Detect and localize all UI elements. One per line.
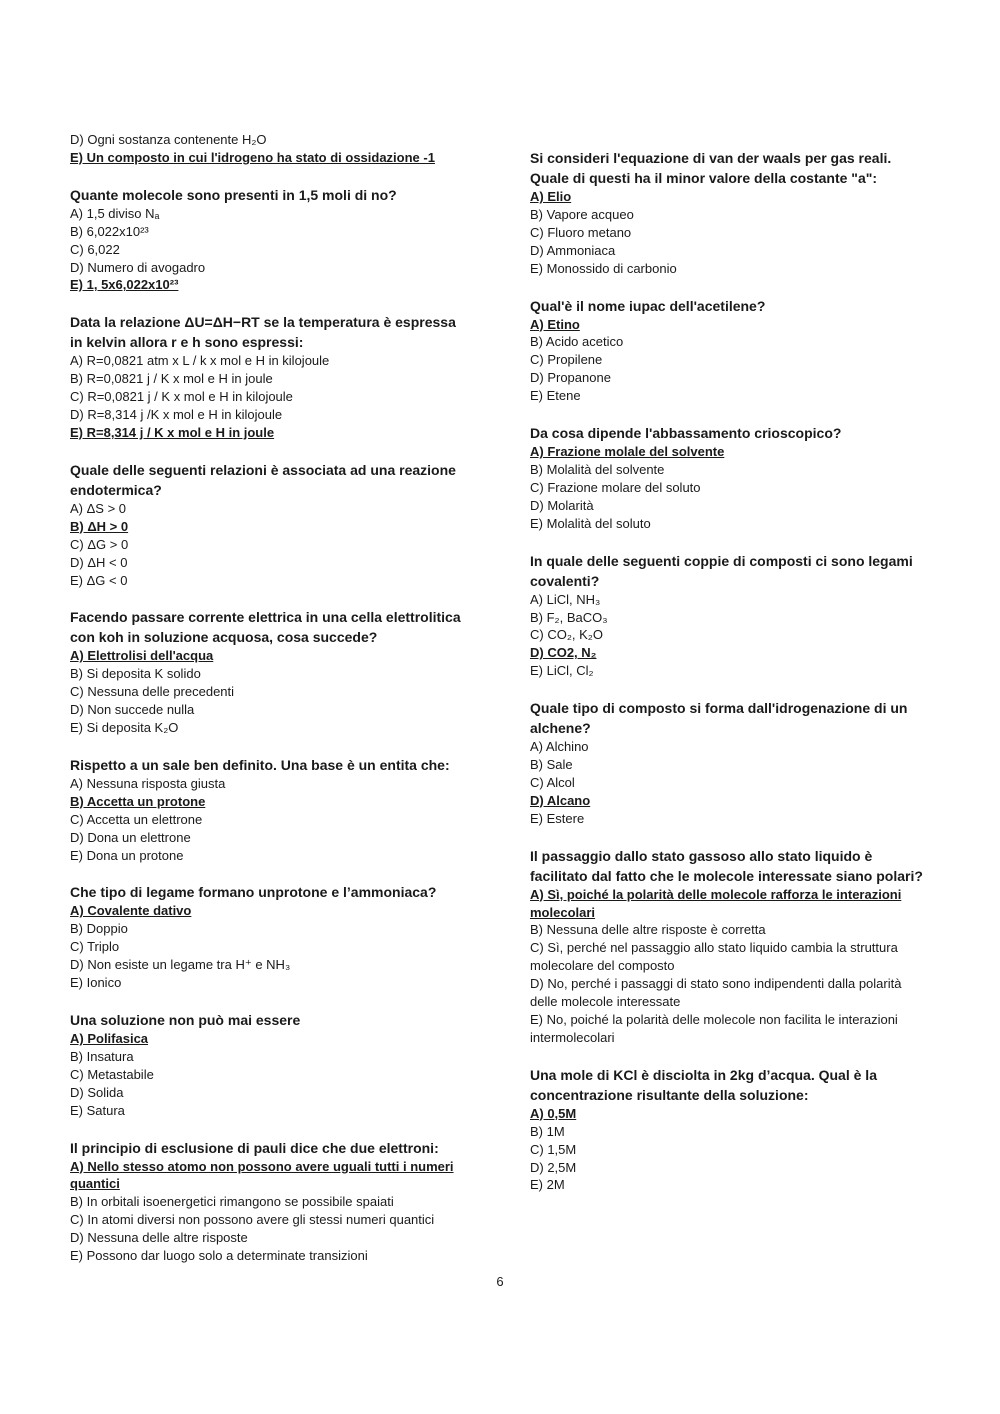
answer-option: B) Doppio (70, 921, 128, 937)
correct-answer-option: E) R=8,314 j / K x mol e H in joule (70, 424, 275, 440)
answer-option: B) In orbitali isoenergetici rimangono se possibile spaiati (70, 1194, 394, 1210)
answer-option: D) Ogni sostanza contenente H₂O (70, 132, 267, 147)
question-block (530, 698, 930, 828)
answer-option: B) Acido acetico (530, 334, 624, 350)
answer-option: E) LiCl, Cl₂ (530, 663, 594, 679)
question-text: Facendo passare corrente elettrica in una cella elettrolitica con koh in soluzione acquosa, cosa succede? (70, 609, 461, 646)
answer-option: A) R=0,0821 atm x L / k x mol e H in kilojoule (70, 353, 330, 369)
correct-answer-option: E) Un composto in cui l'idrogeno ha stato di ossidazione -1 (70, 149, 435, 165)
answer-option: D) Solida (70, 1084, 124, 1100)
correct-answer-option: A) Elettrolisi dell'acqua (70, 648, 214, 664)
answer-option: E) Dona un protone (70, 847, 184, 863)
question-block (70, 1010, 470, 1120)
answer-option: A) LiCl, NH₃ (530, 591, 601, 607)
answer-option: B) R=0,0821 j / K x mol e H in joule (70, 371, 273, 387)
answer-option: B) Sale (530, 757, 573, 773)
answer-option: C) In atomi diversi non possono avere gli stessi numeri quantici (70, 1212, 435, 1228)
correct-answer-option: A) Nello stesso atomo non possono avere uguali tutti i numeri quantici (70, 1158, 454, 1192)
page-number: 6 (496, 1274, 504, 1289)
answer-option: D) Non succede nulla (70, 702, 195, 718)
answer-option: C) Nessuna delle precedenti (70, 684, 235, 700)
correct-answer-option: A) Etino (530, 316, 580, 332)
question-text: In quale delle seguenti coppie di composti ci sono legami covalenti? (530, 552, 913, 589)
answer-option: D) 2,5M (530, 1159, 577, 1175)
question-text: Che tipo di legame formano unprotone e l’ammoniaca? (70, 884, 437, 901)
answer-option: C) Alcol (530, 774, 575, 790)
answer-option: B) 6,022x10²³ (70, 223, 149, 239)
answer-option: E) Molalità del soluto (530, 515, 651, 531)
question-block (70, 607, 470, 737)
correct-answer-option: A) 0,5M (530, 1105, 577, 1121)
answer-option: C) CO₂, K₂O (530, 627, 603, 643)
answer-option: C) Metastabile (70, 1066, 154, 1082)
question-text: Data la relazione ΔU=ΔH−RT se la temperatura è espressa in kelvin allora r e h sono espressi: (70, 314, 456, 351)
question-text: Una soluzione non può mai essere (70, 1012, 301, 1028)
correct-answer-option: A) Sì, poiché la polarità delle molecole rafforza le interazioni molecolari (530, 886, 902, 920)
answer-option: E) Estere (530, 810, 585, 826)
answer-option: B) Nessuna delle altre risposte è corretta (530, 922, 766, 938)
question-text: Si consideri l'equazione di van der waals per gas reali. Quale di questi ha il minor valore della costante "a": (530, 150, 892, 186)
question-block (530, 551, 930, 681)
question-text: Quale delle seguenti relazioni è associata ad una reazione endotermica? (70, 461, 456, 498)
answer-option: E) No, poiché la polarità delle molecole non facilita le interazioni intermolecolari (530, 1012, 898, 1045)
answer-option: B) 1M (530, 1123, 565, 1139)
correct-answer-option: A) Elio (530, 189, 572, 204)
answer-option: D) No, perché i passaggi di stato sono indipendenti dalla polarità delle molecole interessate (530, 976, 902, 1010)
answer-option: C) Triplo (70, 939, 120, 955)
question-block (70, 1138, 470, 1265)
answer-option: C) Sì, perché nel passaggio allo stato liquido cambia la struttura molecolare del composto (530, 940, 898, 974)
answer-option: D) R=8,314 j /K x mol e H in kilojoule (70, 407, 283, 423)
answer-option: A) 1,5 diviso Nₐ (70, 205, 160, 221)
answer-option: C) Frazione molare del soluto (530, 479, 701, 495)
answer-option: B) Si deposita K solido (70, 666, 201, 682)
continued-question-options (70, 131, 470, 167)
question-text: Rispetto a un sale ben definito. Una base è un entita che: (70, 756, 450, 773)
question-block (530, 423, 930, 533)
answer-option: C) ΔG > 0 (70, 536, 129, 552)
question-block (70, 755, 470, 865)
answer-option: D) ΔH < 0 (70, 554, 128, 570)
answer-option: C) Accetta un elettrone (70, 811, 203, 827)
question-block (530, 148, 930, 278)
answer-option: E) Satura (70, 1102, 125, 1118)
answer-option: E) ΔG < 0 (70, 572, 128, 588)
correct-answer-option: A) Frazione molale del solvente (530, 444, 725, 460)
answer-option: C) Fluoro metano (530, 224, 632, 240)
answer-option: E) Monossido di carbonio (530, 260, 677, 276)
question-text: Il passaggio dallo stato gassoso allo stato liquido è facilitato dal fatto che le molecole interessate siano polari? (530, 847, 923, 884)
question-block (70, 185, 470, 295)
correct-answer-option: A) Covalente dativo (70, 903, 192, 919)
answer-option: B) Vapore acqueo (530, 206, 634, 222)
right-column (530, 148, 930, 1212)
answer-option: C) 1,5M (530, 1141, 577, 1157)
answer-option: C) 6,022 (70, 241, 120, 257)
answer-option: D) Non esiste un legame tra H⁺ e NH₃ (70, 957, 291, 973)
answer-option: E) Si deposita K₂O (70, 720, 179, 736)
question-text: Il principio di esclusione di pauli dice che due elettroni: (70, 1139, 439, 1156)
answer-option: B) F₂, BaCO₃ (530, 609, 608, 625)
question-text: Quale tipo di composto si forma dall'idrogenazione di un alchene? (530, 700, 908, 737)
answer-option: D) Dona un elettrone (70, 829, 191, 845)
correct-answer-option: B) Accetta un protone (70, 793, 206, 809)
answer-option: D) Numero di avogadro (70, 259, 206, 275)
answer-option: B) Insatura (70, 1048, 134, 1064)
answer-option: A) Alchino (530, 739, 589, 755)
correct-answer-option: B) ΔH > 0 (70, 518, 129, 534)
question-block (530, 846, 930, 1047)
question-text: Da cosa dipende l'abbassamento crioscopico? (530, 425, 842, 442)
answer-option: E) 2M (530, 1177, 565, 1193)
question-text: Una mole di KCl è disciolta in 2kg d’acqua. Qual è la concentrazione risultante della soluzione: (530, 1066, 877, 1103)
answer-option: C) Propilene (530, 352, 603, 368)
correct-answer-option: D) CO2, N₂ (530, 645, 597, 661)
correct-answer-option: D) Alcano (530, 792, 591, 808)
answer-option: A) Nessuna risposta giusta (70, 775, 226, 791)
answer-option: D) Molarità (530, 497, 594, 513)
correct-answer-option: A) Polifasica (70, 1031, 149, 1046)
answer-option: D) Nessuna delle altre risposte (70, 1230, 248, 1246)
question-block (530, 1065, 930, 1195)
answer-option: E) Possono dar luogo solo a determinate transizioni (70, 1248, 368, 1264)
answer-option: C) R=0,0821 j / K x mol e H in kilojoule (70, 389, 293, 405)
answer-option: E) Etene (530, 388, 581, 404)
question-block (70, 460, 470, 590)
question-text: Qual'è il nome iupac dell'acetilene? (530, 297, 766, 314)
question-text: Quante molecole sono presenti in 1,5 moli di no? (70, 186, 397, 203)
answer-option: D) Ammoniaca (530, 242, 616, 258)
answer-option: E) Ionico (70, 975, 122, 991)
question-block (70, 312, 470, 442)
left-column (70, 131, 470, 1283)
answer-option: D) Propanone (530, 370, 611, 386)
question-block (530, 296, 930, 406)
answer-option: A) ΔS > 0 (70, 500, 127, 516)
correct-answer-option: E) 1, 5x6,022x10²³ (70, 277, 179, 293)
question-block (70, 882, 470, 992)
answer-option: B) Molalità del solvente (530, 461, 665, 477)
